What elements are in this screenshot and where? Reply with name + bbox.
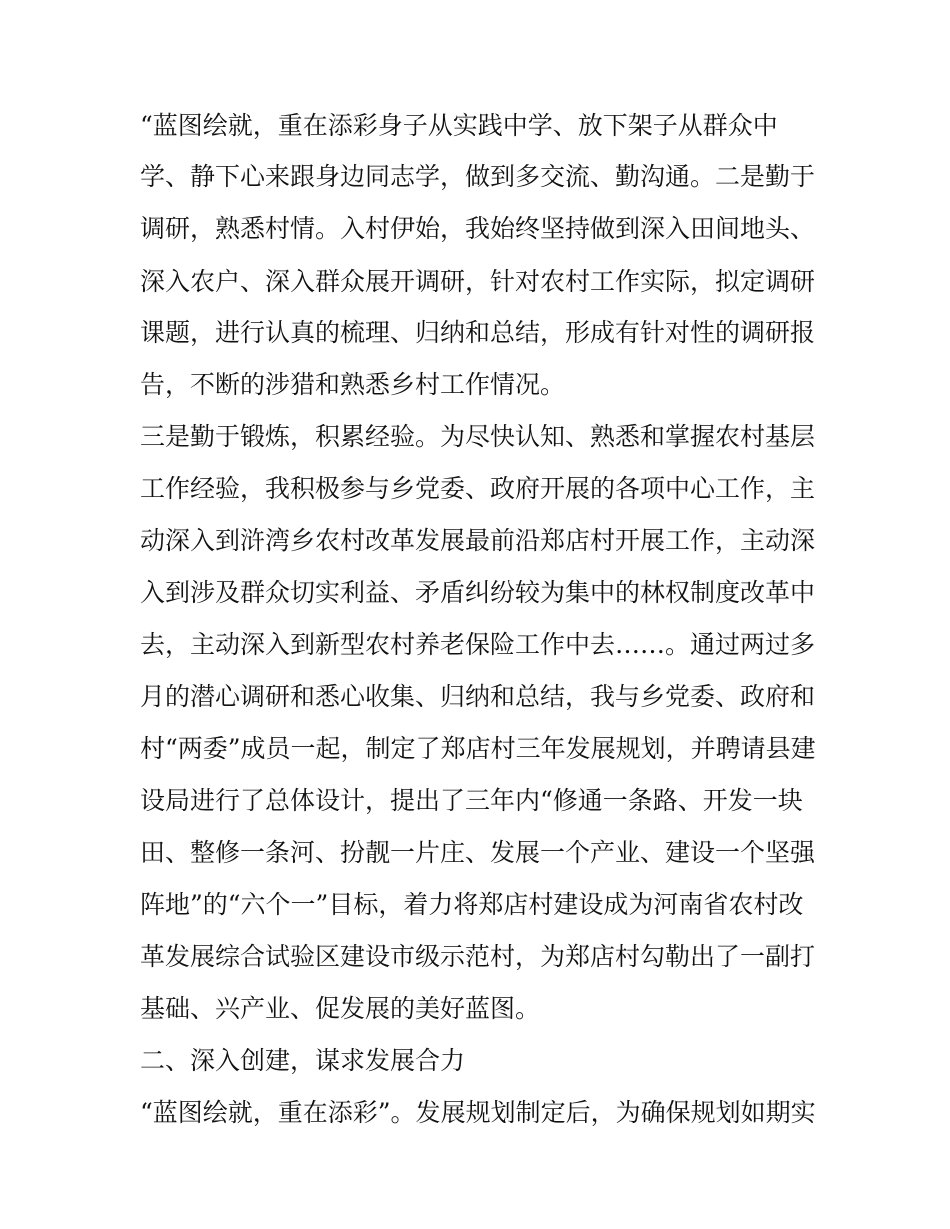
text-line: 基础、兴产业、促发展的美好蓝图。 (140, 994, 541, 1023)
text-line: 三是勤于锻炼，积累经验。为尽快认知、熟悉和掌握农村基层 (140, 422, 816, 451)
text-line: 调研，熟悉村情。入村伊始，我始终坚持做到深入田间地头、 (140, 214, 816, 243)
text-line: 去，主动深入到新型农村养老保险工作中去……。通过两过多 (140, 630, 816, 659)
text-line: 入到涉及群众切实利益、矛盾纠纷较为集中的林权制度改革中 (140, 578, 816, 607)
text-line: “蓝图绘就，重在添彩”。发展规划制定后，为确保规划如期实 (140, 1098, 816, 1127)
text-line: 村“两委”成员一起，制定了郑店村三年发展规划，并聘请县建 (140, 734, 816, 763)
text-line: 学、静下心来跟身边同志学，做到多交流、勤沟通。二是勤于 (140, 162, 816, 191)
text-line: “蓝图绘就，重在添彩身子从实践中学、放下架子从群众中 (140, 111, 778, 140)
text-line: 阵地”的“六个一”目标，着力将郑店村建设成为河南省农村改 (140, 890, 804, 919)
text-line: 深入农户、深入群众展开调研，针对农村工作实际，拟定调研 (140, 267, 816, 296)
text-line: 田、整修一条河、扮靓一片庄、发展一个产业、建设一个坚强 (140, 838, 816, 867)
text-line: 革发展综合试验区建设市级示范村，为郑店村勾勒出了一副打 (140, 942, 816, 971)
text-line: 课题，进行认真的梳理、归纳和总结，形成有针对性的调研报 (140, 318, 816, 347)
text-line: 告，不断的涉猎和熟悉乡村工作情况。 (140, 370, 566, 399)
text-line: 动深入到浒湾乡农村改革发展最前沿郑店村开展工作，主动深 (140, 526, 816, 555)
text-line: 设局进行了总体设计，提出了三年内“修通一条路、开发一块 (140, 786, 803, 815)
text-line: 工作经验，我积极参与乡党委、政府开展的各项中心工作，主 (140, 474, 816, 503)
text-line: 月的潜心调研和悉心收集、归纳和总结，我与乡党委、政府和 (140, 682, 816, 711)
section-heading: 二、深入创建，谋求发展合力 (140, 1046, 466, 1075)
